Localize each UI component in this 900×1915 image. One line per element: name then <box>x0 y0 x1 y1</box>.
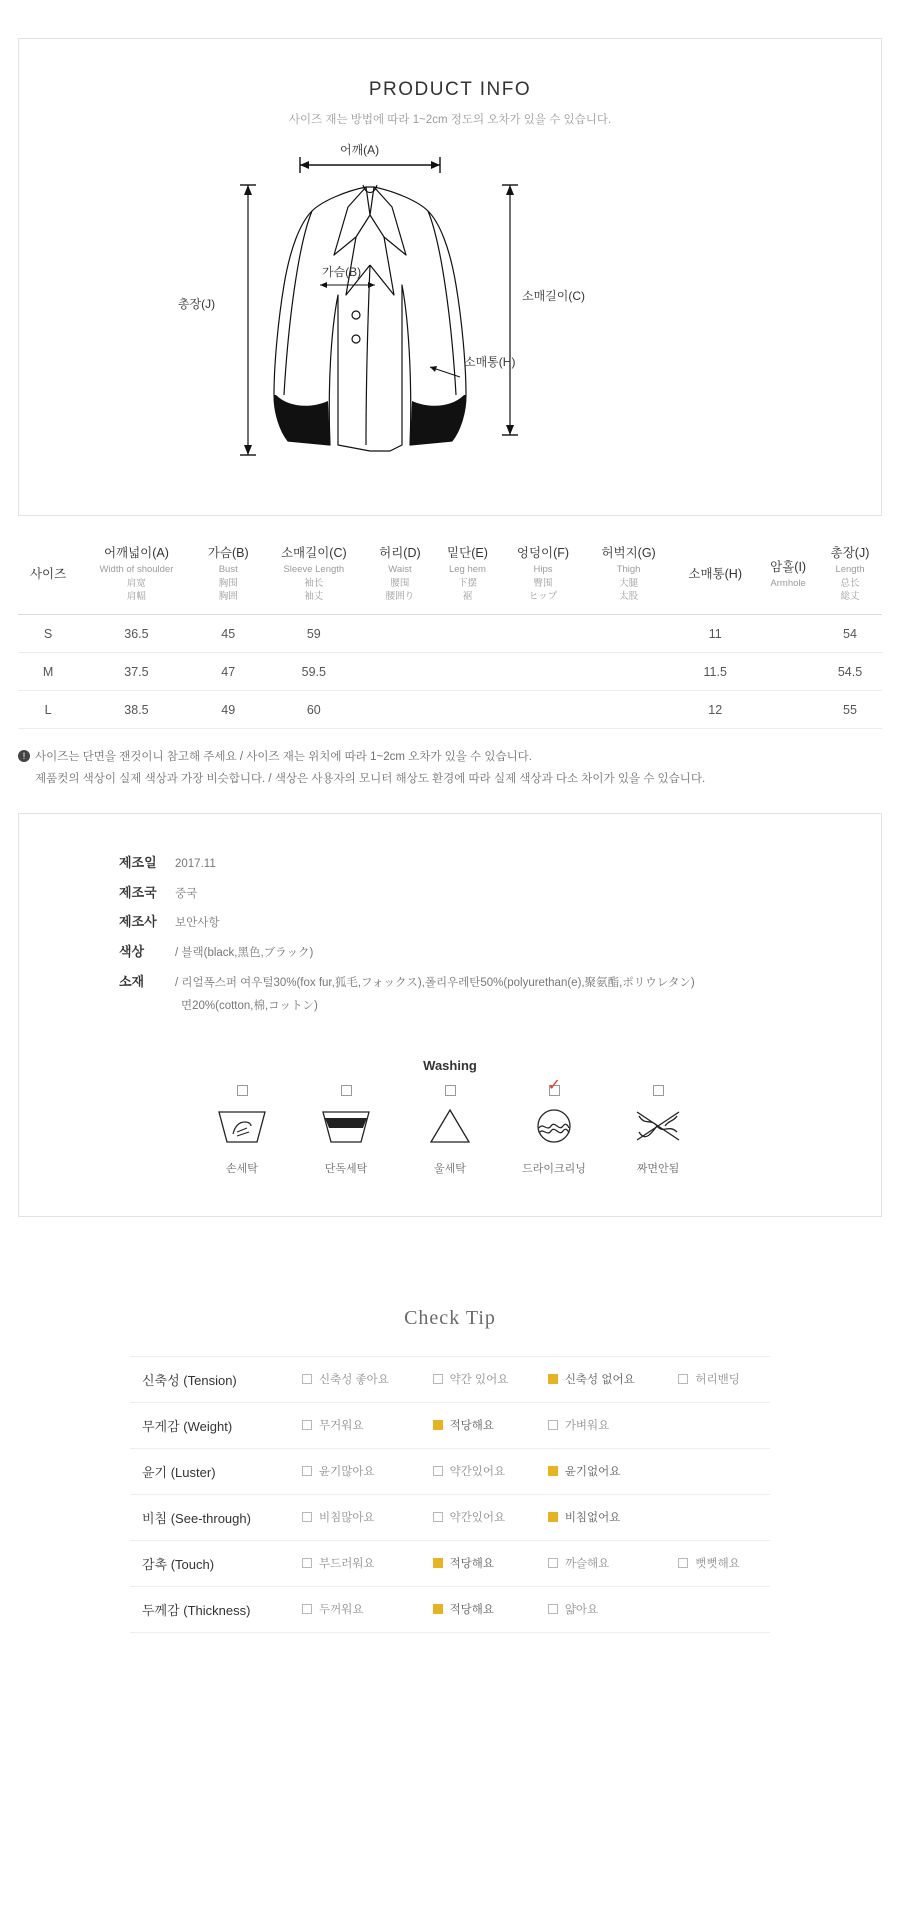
check-tip-option-empty <box>674 1448 770 1494</box>
checkbox[interactable] <box>302 1512 312 1522</box>
check-tip-option[interactable] <box>544 1402 675 1448</box>
wool-wash-icon <box>409 1104 491 1154</box>
material-value: 보안사항 <box>175 917 220 930</box>
option-label: 부드러워요 <box>319 1558 375 1570</box>
table-cell <box>758 691 818 729</box>
table-cell: 45 <box>195 615 262 653</box>
check-tip-option-selected[interactable] <box>429 1586 544 1632</box>
material-row <box>119 907 881 937</box>
material-panel <box>18 813 882 1217</box>
product-info-subtitle: 사이즈 재는 방법에 따라 1~2cm 정도의 오차가 있을 수 있습니다. <box>288 114 612 126</box>
checkbox[interactable] <box>302 1558 312 1568</box>
table-cell <box>501 615 585 653</box>
hand-wash-icon <box>201 1104 283 1154</box>
table-cell <box>501 691 585 729</box>
washing-instructions <box>19 1085 881 1176</box>
garment-measurement-diagram <box>170 145 730 485</box>
check-tip-option[interactable] <box>674 1540 770 1586</box>
washing-option-label: 울세탁 <box>434 1162 466 1175</box>
size-chart-header-cell: 허리(D) Waist 腰围 腰囲り <box>366 538 434 615</box>
check-tip-label: 비침 (See-through) <box>142 1510 251 1526</box>
check-tip-option-empty <box>674 1586 770 1632</box>
size-chart-header-cell: 엉덩이(F) Hips 臀围 ヒップ <box>501 538 585 615</box>
table-row <box>130 1540 770 1586</box>
table-cell: 12 <box>672 691 758 729</box>
header-sub: Thigh 大腿 太股 <box>616 563 641 603</box>
washing-option-wool-wash <box>409 1085 491 1176</box>
check-tip-option-selected[interactable] <box>544 1448 675 1494</box>
table-row <box>130 1586 770 1632</box>
size-chart-header-cell: 소매통(H) <box>672 538 758 615</box>
table-cell: 59.5 <box>262 653 366 691</box>
washing-option-no-wring <box>617 1085 699 1176</box>
check-tip-option[interactable] <box>298 1402 429 1448</box>
header-sub: Width of shoulder 肩宽 肩幅 <box>99 563 174 603</box>
checkbox[interactable] <box>548 1466 558 1476</box>
table-cell <box>585 691 672 729</box>
table-cell <box>434 691 501 729</box>
table-cell: M <box>18 653 78 691</box>
check-tip-option[interactable] <box>298 1494 429 1540</box>
table-cell: 38.5 <box>78 691 195 729</box>
checkbox[interactable] <box>237 1085 248 1096</box>
washing-option-separate-wash <box>305 1085 387 1176</box>
table-row <box>18 615 882 653</box>
header-sub: Bust 胸围 胸囲 <box>218 563 238 603</box>
check-tip-option[interactable] <box>429 1356 544 1402</box>
check-tip-option[interactable] <box>298 1540 429 1586</box>
table-cell: 37.5 <box>78 653 195 691</box>
washing-option-label: 손세탁 <box>226 1162 258 1175</box>
table-cell: 47 <box>195 653 262 691</box>
option-label: 비침많아요 <box>319 1512 375 1524</box>
washing-option-dry-clean <box>513 1085 595 1176</box>
material-value-second-line: 면20%(cotton,棉,コットン) <box>181 1000 318 1013</box>
option-label: 약간있어요 <box>449 1466 506 1478</box>
option-label: 뻣뻣해요 <box>695 1558 740 1570</box>
material-value: 2017.11 <box>175 857 216 870</box>
option-label: 적당해요 <box>449 1420 494 1432</box>
check-tip-option[interactable] <box>298 1586 429 1632</box>
check-tip-label: 감촉 (Touch) <box>142 1556 215 1572</box>
info-icon: ! <box>18 750 30 762</box>
table-cell: 55 <box>818 691 882 729</box>
check-tip-option[interactable] <box>674 1356 770 1402</box>
size-chart-header-cell: 암홀(I) Armhole <box>758 538 818 615</box>
dry-clean-icon <box>513 1104 595 1154</box>
separate-wash-icon <box>305 1104 387 1154</box>
table-row <box>130 1356 770 1402</box>
table-cell <box>758 615 818 653</box>
table-cell <box>501 653 585 691</box>
material-key: 제조사 <box>119 914 157 930</box>
table-row <box>130 1402 770 1448</box>
size-chart-header-cell: 허벅지(G) Thigh 大腿 太股 <box>585 538 672 615</box>
jacket-illustration <box>170 145 730 485</box>
size-chart-header-cell: 총장(J) Length 总长 総丈 <box>818 538 882 615</box>
checkbox[interactable] <box>302 1374 312 1384</box>
table-row <box>18 653 882 691</box>
header-sub: Sleeve Length 袖长 袖丈 <box>283 563 345 603</box>
checkbox[interactable] <box>548 1420 558 1430</box>
washing-option-label: 단독세탁 <box>324 1162 368 1175</box>
checkbox[interactable] <box>433 1558 443 1568</box>
option-label: 적당해요 <box>449 1558 494 1570</box>
option-label: 적당해요 <box>449 1604 494 1616</box>
material-rows <box>119 848 881 1016</box>
check-tip-table <box>130 1356 770 1633</box>
table-cell <box>585 615 672 653</box>
table-cell <box>366 653 434 691</box>
material-value: / 리얼폭스퍼 여우털30%(fox fur,狐毛,フォックス),폴리우레탄50%(polyurethan(e),聚氨酯,ポリウレタン) <box>175 977 695 990</box>
size-chart-header-cell: 소매길이(C) Sleeve Length 袖长 袖丈 <box>262 538 366 615</box>
material-key: 제조국 <box>119 884 157 900</box>
check-tip-option-selected[interactable] <box>544 1494 675 1540</box>
checkbox[interactable] <box>548 1604 558 1614</box>
check-tip-option[interactable] <box>544 1586 675 1632</box>
checkbox[interactable] <box>341 1085 352 1096</box>
size-chart-header-cell: 어깨넓이(A) Width of shoulder 肩宽 肩幅 <box>78 538 195 615</box>
label-chest: 가슴(B) <box>322 265 362 279</box>
checkbox[interactable] <box>302 1604 312 1614</box>
header-sub: Leg hem 下摆 裾 <box>448 563 486 603</box>
table-cell: 59 <box>262 615 366 653</box>
checkbox[interactable] <box>678 1374 688 1384</box>
check-tip-label: 무게감 (Weight) <box>142 1418 233 1434</box>
option-label: 두꺼워요 <box>319 1604 364 1616</box>
header-sub: Armhole <box>770 577 806 589</box>
label-sleeve-length: 소매길이(C) <box>522 289 586 303</box>
table-cell <box>366 615 434 653</box>
option-label: 가벼워요 <box>564 1420 610 1432</box>
option-label: 까슬해요 <box>564 1558 610 1570</box>
option-label: 얇아요 <box>564 1604 599 1616</box>
check-tip-option[interactable] <box>298 1356 429 1402</box>
option-label: 비침없어요 <box>564 1512 621 1524</box>
washing-title: Washing <box>423 1057 477 1073</box>
checkbox[interactable] <box>433 1466 443 1476</box>
table-cell <box>366 691 434 729</box>
table-cell: 11.5 <box>672 653 758 691</box>
material-key: 소재 <box>119 974 145 990</box>
label-total-length: 총장(J) <box>178 297 216 311</box>
check-tip-option[interactable] <box>429 1448 544 1494</box>
table-row <box>130 1448 770 1494</box>
check-tip-option[interactable] <box>429 1494 544 1540</box>
table-cell: 49 <box>195 691 262 729</box>
header-sub: Length 总长 総丈 <box>835 563 865 603</box>
checkbox[interactable] <box>549 1085 560 1096</box>
checkbox[interactable] <box>302 1420 312 1430</box>
material-key: 제조일 <box>119 854 157 870</box>
check-tip-title: Check Tip <box>404 1306 496 1329</box>
header-sub: Hips 臀围 ヒップ <box>528 563 558 603</box>
checkbox[interactable] <box>653 1085 664 1096</box>
no-wring-icon <box>617 1104 699 1154</box>
check-tip-option[interactable] <box>298 1448 429 1494</box>
check-tip-option-selected[interactable] <box>429 1540 544 1586</box>
table-cell: S <box>18 615 78 653</box>
product-detail-page <box>0 38 900 1713</box>
option-label: 윤기없어요 <box>564 1466 621 1478</box>
check-tip-option-empty <box>674 1402 770 1448</box>
checkbox[interactable] <box>302 1466 312 1476</box>
material-key: 색상 <box>119 944 145 960</box>
table-cell: 54 <box>818 615 882 653</box>
table-row <box>18 691 882 729</box>
checkbox[interactable] <box>433 1420 443 1430</box>
check-tip-option[interactable] <box>544 1540 675 1586</box>
table-cell: L <box>18 691 78 729</box>
table-cell <box>758 653 818 691</box>
option-label: 약간 있어요 <box>449 1374 509 1386</box>
checkbox[interactable] <box>548 1374 558 1384</box>
material-row <box>119 878 881 908</box>
table-cell <box>434 615 501 653</box>
washing-option-hand-wash <box>201 1085 283 1176</box>
product-info-title: PRODUCT INFO <box>368 79 532 100</box>
label-shoulder: 어깨(A) <box>340 143 380 157</box>
check-tip-label: 두께감 (Thickness) <box>142 1602 251 1618</box>
check-tip-section <box>0 1307 900 1713</box>
checkbox[interactable] <box>678 1558 688 1568</box>
size-chart-header-cell: 가슴(B) Bust 胸围 胸囲 <box>195 538 262 615</box>
note-line-1: 사이즈는 단면을 잰것이니 참고해 주세요 / 사이즈 재는 위치에 따라 1~2cm 오차가 있을 수 있습니다. <box>35 751 532 764</box>
check-tip-option-selected[interactable] <box>429 1402 544 1448</box>
material-row <box>119 967 881 1015</box>
size-chart-header-cell: 사이즈 <box>18 538 78 615</box>
header-sub: Waist 腰围 腰囲り <box>385 563 415 603</box>
table-row <box>130 1494 770 1540</box>
option-label: 허리밴딩 <box>695 1374 740 1386</box>
option-label: 윤기많아요 <box>319 1466 375 1478</box>
checkbox[interactable] <box>548 1512 558 1522</box>
option-label: 신축성 좋아요 <box>319 1374 389 1386</box>
check-tip-label: 윤기 (Luster) <box>142 1464 216 1480</box>
size-chart-table <box>18 538 882 729</box>
product-info-panel <box>18 38 882 516</box>
label-sleeve-width: 소매통(H) <box>464 355 516 369</box>
table-cell <box>434 653 501 691</box>
checkbox[interactable] <box>433 1374 443 1384</box>
option-label: 무거워요 <box>319 1420 364 1432</box>
table-cell <box>585 653 672 691</box>
option-label: 약간있어요 <box>449 1512 506 1524</box>
size-chart-header-cell: 밑단(E) Leg hem 下摆 裾 <box>434 538 501 615</box>
material-value: 중국 <box>175 887 198 900</box>
material-value: / 블랙(black,黑色,ブラック) <box>175 947 314 960</box>
checkbox[interactable] <box>445 1085 456 1096</box>
note-line-2: 제품컷의 색상이 실제 색상과 가장 비슷합니다. / 색상은 사용자의 모니터 해상도 환경에 따라 실제 색상과 다소 차이가 있을 수 있습니다. <box>35 772 706 785</box>
washing-option-label: 드라이크리닝 <box>522 1162 586 1175</box>
option-label: 신축성 없어요 <box>564 1374 635 1386</box>
checkbox[interactable] <box>433 1604 443 1614</box>
table-cell: 54.5 <box>818 653 882 691</box>
material-row <box>119 937 881 967</box>
checkbox[interactable] <box>433 1512 443 1522</box>
checkbox[interactable] <box>548 1558 558 1568</box>
check-tip-label: 신축성 (Tension) <box>142 1372 237 1388</box>
material-row <box>119 848 881 878</box>
table-cell: 11 <box>672 615 758 653</box>
size-chart-header-row <box>18 538 882 615</box>
check-tip-option-selected[interactable] <box>544 1356 675 1402</box>
table-cell: 36.5 <box>78 615 195 653</box>
table-cell: 60 <box>262 691 366 729</box>
size-notes <box>18 747 882 791</box>
washing-option-label: 짜면안됨 <box>636 1162 680 1175</box>
check-tip-option-empty <box>674 1494 770 1540</box>
